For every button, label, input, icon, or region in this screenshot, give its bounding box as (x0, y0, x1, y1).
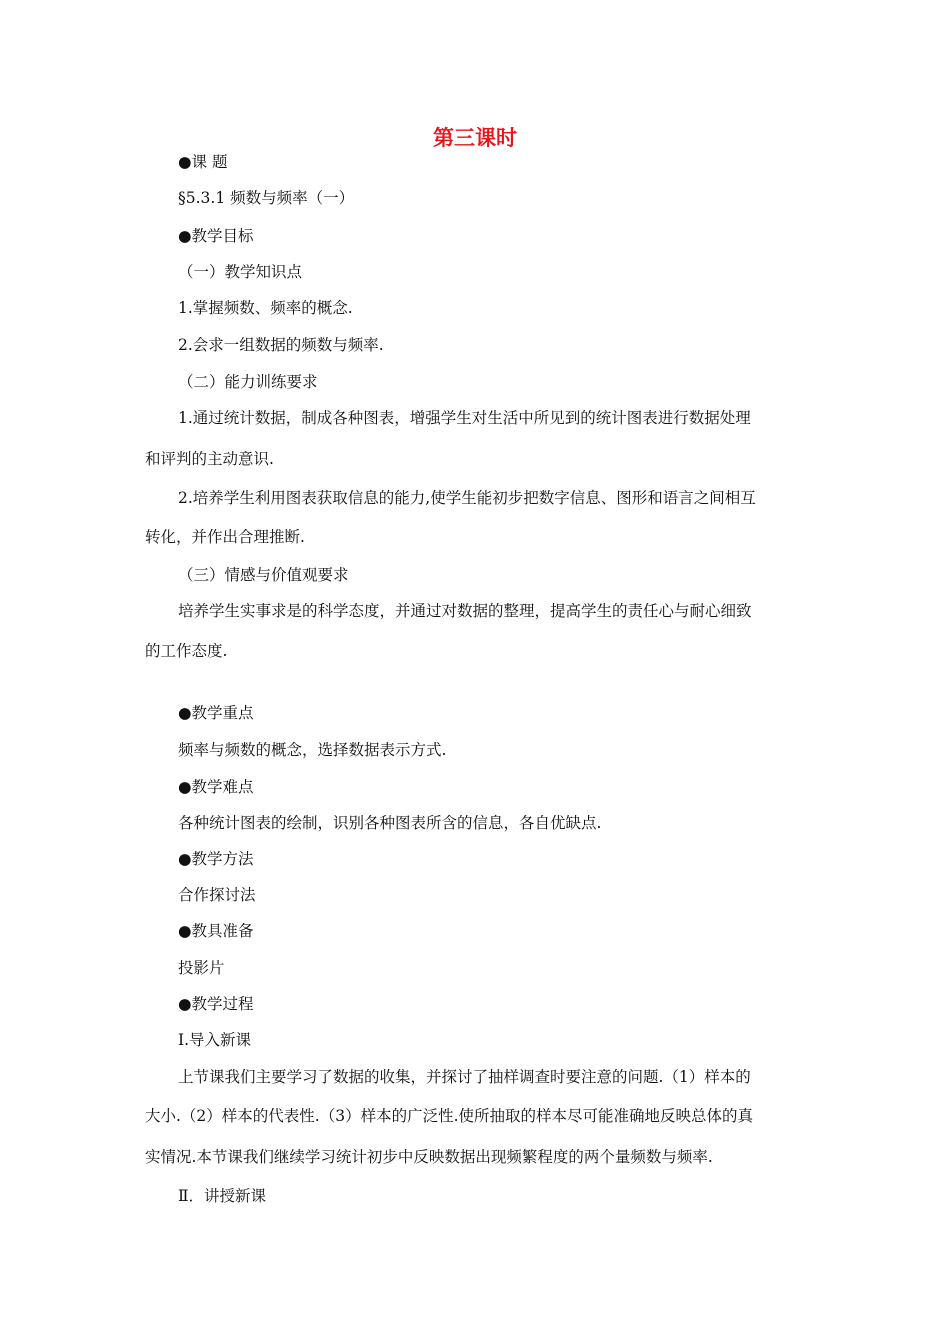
paragraph-line: 培养学生实事求是的科学态度，并通过对数据的整理，提高学生的责任心与耐心细致 (178, 602, 752, 620)
paragraph-line: 和评判的主动意识. (145, 450, 274, 468)
values-paragraph (145, 601, 807, 661)
paragraph-line: 的工作态度. (145, 642, 228, 660)
step-2-heading: Ⅱ．讲授新课 (178, 1187, 267, 1205)
section-heading-topic: ●课 题 (178, 153, 228, 171)
knowledge-item-1: 1.掌握频数、频率的概念. (178, 299, 353, 317)
paragraph-line: 1.通过统计数据，制成各种图表，增强学生对生活中所见到的统计图表进行数据处理 (178, 409, 751, 427)
subheading-knowledge: （一）教学知识点 (178, 263, 303, 281)
section-heading-difficulty: ●教学难点 (178, 778, 254, 796)
step-1-heading: Ⅰ.导入新课 (178, 1031, 252, 1049)
keypoint-text: 频率与频数的概念，选择数据表示方式. (178, 741, 447, 759)
intro-paragraph (145, 1067, 807, 1167)
tools-text: 投影片 (178, 959, 225, 977)
page-title: 第三课时 (433, 126, 517, 150)
paragraph-line: 实情况.本节课我们继续学习统计初步中反映数据出现频繁程度的两个量频数与频率. (145, 1148, 713, 1166)
topic-text: §5.3.1 频数与频率（一） (178, 189, 355, 207)
method-text: 合作探讨法 (178, 886, 256, 904)
ability-item-2 (145, 488, 807, 547)
paragraph-line: 上节课我们主要学习了数据的收集，并探讨了抽样调查时要注意的问题.（1）样本的 (178, 1068, 751, 1086)
paragraph-line: 2.培养学生利用图表获取信息的能力,使学生能初步把数字信息、图形和语言之间相互 (178, 489, 756, 507)
section-heading-tools: ●教具准备 (178, 922, 254, 940)
paragraph-line: 大小.（2）样本的代表性.（3）样本的广泛性.使所抽取的样本尽可能准确地反映总体的真 (145, 1107, 754, 1125)
section-heading-keypoint: ●教学重点 (178, 704, 254, 722)
section-heading-method: ●教学方法 (178, 850, 254, 868)
paragraph-line: 转化，并作出合理推断. (145, 528, 305, 546)
section-heading-process: ●教学过程 (178, 995, 254, 1013)
section-heading-goals: ●教学目标 (178, 227, 254, 245)
difficulty-text: 各种统计图表的绘制，识别各种图表所含的信息，各自优缺点. (178, 814, 602, 832)
ability-item-1 (145, 408, 807, 469)
subheading-values: （三）情感与价值观要求 (178, 566, 349, 584)
subheading-ability: （二）能力训练要求 (178, 373, 318, 391)
knowledge-item-2: 2.会求一组数据的频数与频率. (178, 336, 384, 354)
